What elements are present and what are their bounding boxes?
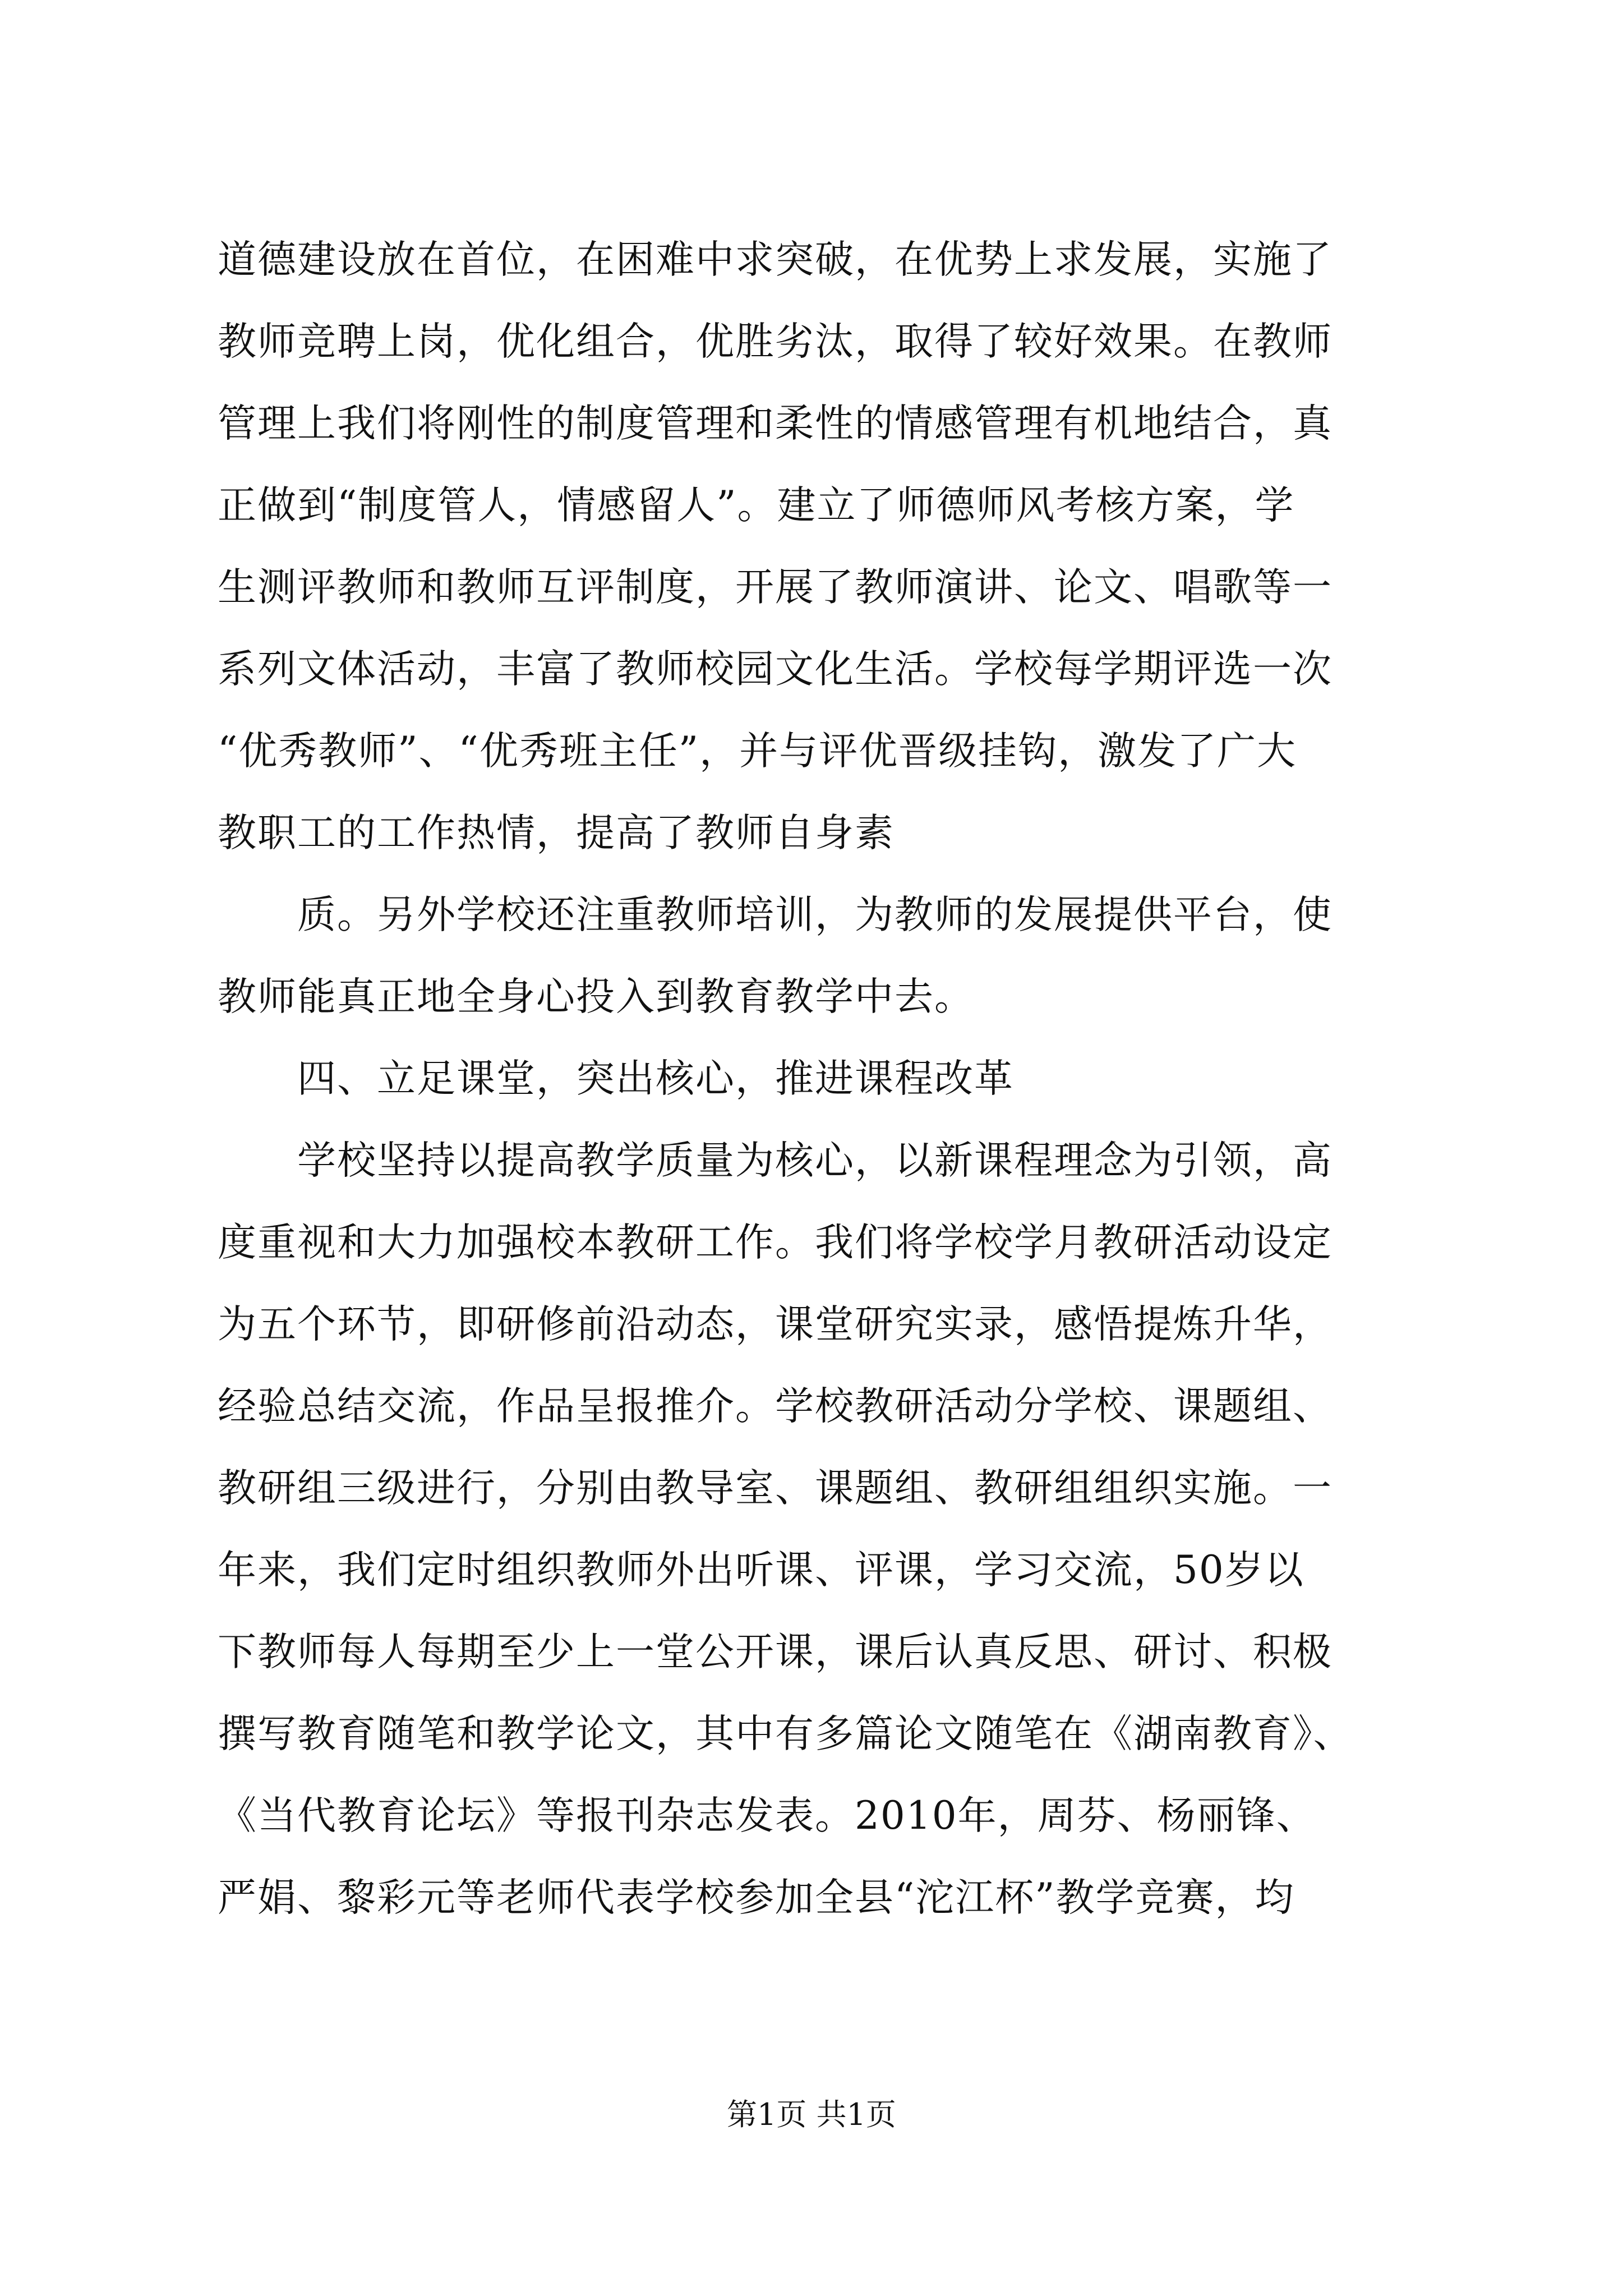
text-line: 教师竞聘上岗，优化组合，优胜劣汰，取得了较好效果。在教师 xyxy=(218,319,1332,364)
text-line: “优秀教师”、“优秀班主任”，并与评优晋级挂钩，激发了广大 xyxy=(218,729,1297,774)
text-line: 管理上我们将刚性的制度管理和柔性的情感管理有机地结合，真 xyxy=(218,401,1332,446)
document-body xyxy=(218,219,1451,1939)
text-line: 道德建设放在首位，在困难中求突破，在优势上求发展，实施了 xyxy=(218,237,1332,282)
text-line: 严娟、黎彩元等老师代表学校参加全县“沱江杯”教学竞赛，均 xyxy=(218,1875,1295,1920)
text-line: 教师能真正地全身心投入到教育教学中去。 xyxy=(218,974,974,1019)
text-line: 下教师每人每期至少上一堂公开课，课后认真反思、研讨、积极 xyxy=(218,1630,1332,1674)
text-line: 《当代教育论坛》等报刊杂志发表。2010年，周芬、杨丽锋、 xyxy=(218,1793,1316,1838)
page-number: 第1页 共1页 xyxy=(727,2097,896,2132)
text-line: 生测评教师和教师互评制度，开展了教师演讲、论文、唱歌等一 xyxy=(218,565,1332,610)
text-line: 经验总结交流，作品呈报推介。学校教研活动分学校、课题组、 xyxy=(218,1384,1332,1429)
page-footer xyxy=(0,2095,1623,2134)
text-line: 度重视和大力加强校本教研工作。我们将学校学月教研活动设定 xyxy=(218,1220,1332,1265)
section-heading: 四、立足课堂，突出核心，推进课程改革 xyxy=(297,1056,1014,1101)
text-line: 为五个环节，即研修前沿动态，课堂研究实录，感悟提炼升华， xyxy=(218,1302,1332,1347)
text-line: 教职工的工作热情，提高了教师自身素 xyxy=(218,811,895,855)
text-line: 系列文体活动，丰富了教师校园文化生活。学校每学期评选一次 xyxy=(218,647,1332,692)
text-line: 正做到“制度管人，情感留人”。建立了师德师风考核方案，学 xyxy=(218,483,1295,528)
text-line: 质。另外学校还注重教师培训，为教师的发展提供平台，使 xyxy=(297,892,1332,937)
text-line: 学校坚持以提高教学质量为核心，以新课程理念为引领，高 xyxy=(297,1138,1332,1183)
text-line: 教研组三级进行，分别由教导室、课题组、教研组组织实施。一 xyxy=(218,1466,1332,1511)
text-line: 撰写教育随笔和教学论文，其中有多篇论文随笔在《湖南教育》、 xyxy=(218,1711,1353,1756)
text-line: 年来，我们定时组织教师外出听课、评课，学习交流，50岁以 xyxy=(218,1548,1304,1593)
